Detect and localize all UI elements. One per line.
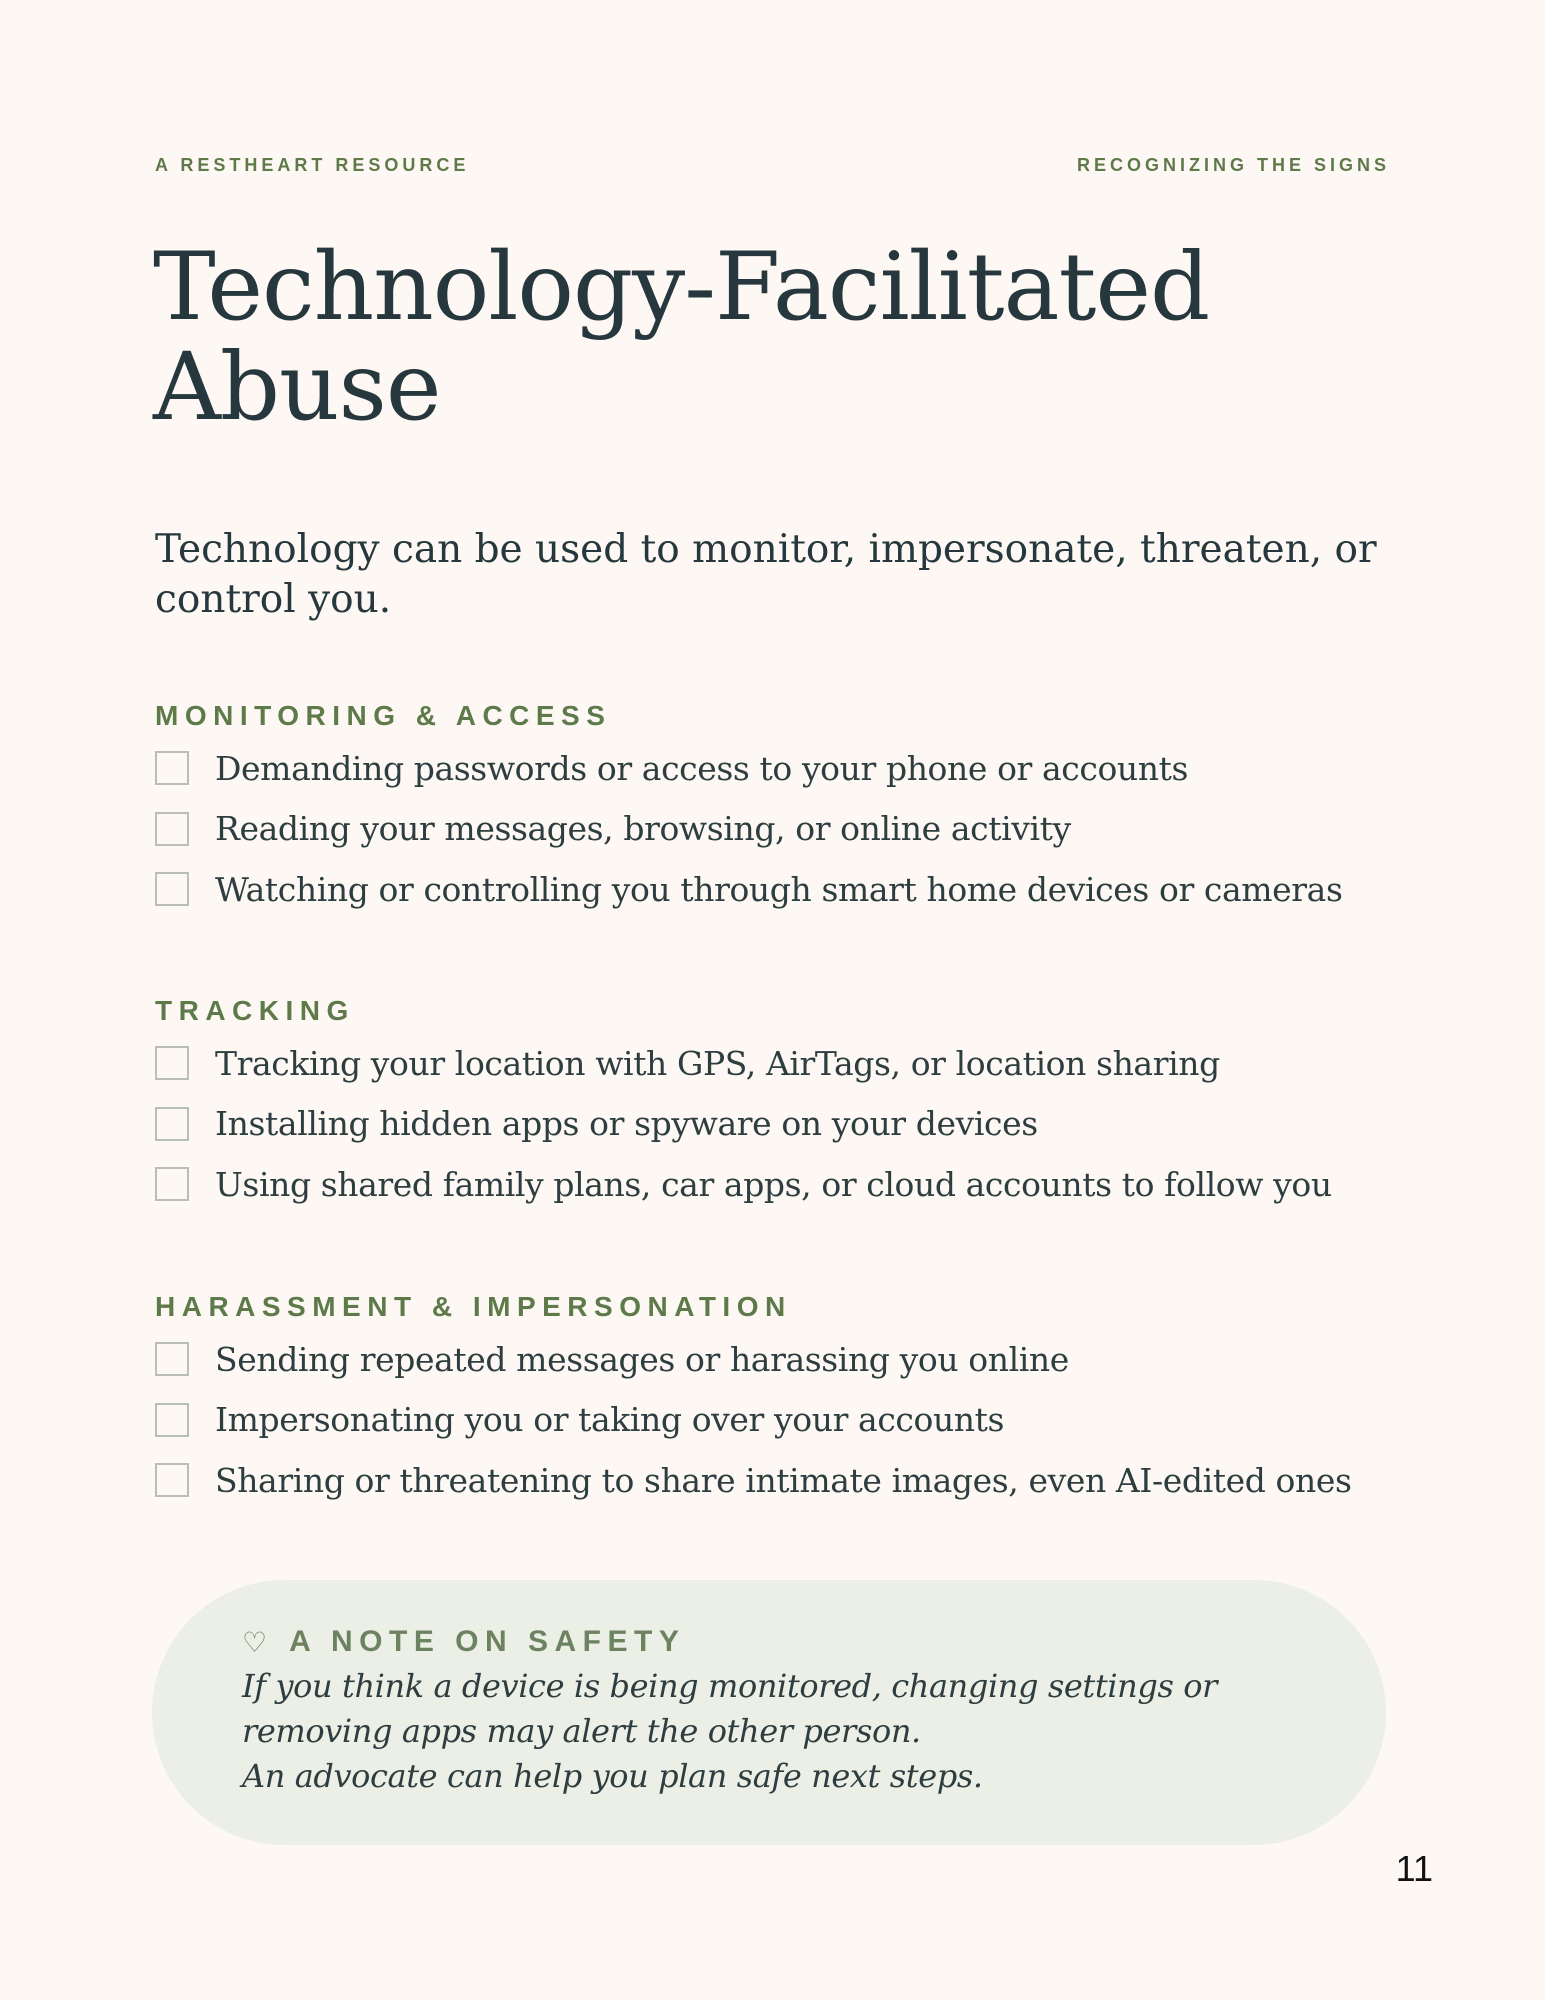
checklist-item-label: Watching or controlling you through smart home devices or cameras (215, 869, 1343, 909)
checkbox[interactable] (155, 1463, 189, 1497)
safety-note-line-1: If you think a device is being monitored, changing settings or (242, 1667, 1218, 1705)
section-harassment-impersonation (155, 1285, 1415, 1511)
checklist-item-label: Demanding passwords or access to your phone or accounts (215, 748, 1189, 788)
checklist-item[interactable] (155, 738, 1415, 799)
checkbox[interactable] (155, 1167, 189, 1201)
section-monitoring-access (155, 694, 1415, 920)
checklist-item-label: Sending repeated messages or harassing you online (215, 1339, 1069, 1379)
checkbox[interactable] (155, 1403, 189, 1437)
checklist-item[interactable] (155, 1450, 1415, 1511)
safety-note-heading (242, 1620, 1296, 1664)
heart-outline-icon: ♡ (242, 1625, 268, 1659)
checkbox[interactable] (155, 872, 189, 906)
section-tracking (155, 989, 1415, 1215)
intro-paragraph (155, 525, 1395, 625)
checkbox[interactable] (155, 1046, 189, 1080)
intro-line-2: control you. (155, 577, 392, 622)
checklist-item[interactable] (155, 1329, 1415, 1390)
checklist-item[interactable] (155, 1154, 1415, 1215)
checklist-item[interactable] (155, 1033, 1415, 1094)
header-section-label: RECOGNIZING THE SIGNS (1076, 155, 1390, 175)
checkbox[interactable] (155, 1342, 189, 1376)
intro-line-1: Technology can be used to monitor, impersonate, threaten, or (155, 527, 1377, 572)
checklist-item-label: Sharing or threatening to share intimate images, even AI-edited ones (215, 1460, 1352, 1500)
page-title-line-1: Technology-Facilitated (153, 233, 1210, 342)
checkbox[interactable] (155, 1107, 189, 1141)
checklist-item-label: Reading your messages, browsing, or online activity (215, 809, 1071, 849)
checklist-item-label: Tracking your location with GPS, AirTags, or location sharing (215, 1043, 1220, 1083)
safety-note-line-2: removing apps may alert the other person. (242, 1712, 921, 1750)
safety-note-callout (152, 1580, 1386, 1845)
checklist-item[interactable] (155, 1390, 1415, 1451)
checklist-item[interactable] (155, 799, 1415, 860)
safety-note-line-3: An advocate can help you plan safe next steps. (242, 1757, 983, 1795)
checklist-item[interactable] (155, 859, 1415, 920)
page-title (153, 233, 1393, 442)
checkbox[interactable] (155, 812, 189, 846)
checkbox[interactable] (155, 751, 189, 785)
checklist-item-label: Using shared family plans, car apps, or cloud accounts to follow you (215, 1164, 1332, 1204)
checklist-item-label: Installing hidden apps or spyware on your devices (215, 1104, 1038, 1144)
section-heading: HARASSMENT & IMPERSONATION (155, 1291, 792, 1322)
page-title-line-2: Abuse (153, 333, 441, 442)
safety-note-heading-text: A NOTE ON SAFETY (289, 1625, 686, 1658)
section-heading: MONITORING & ACCESS (155, 700, 612, 731)
checklist-item-label: Impersonating you or taking over your accounts (215, 1400, 1005, 1440)
page-number: 11 (1395, 1848, 1433, 1889)
header-resource-label: A RESTHEART RESOURCE (155, 155, 470, 175)
section-heading: TRACKING (155, 995, 355, 1026)
checklist-item[interactable] (155, 1094, 1415, 1155)
